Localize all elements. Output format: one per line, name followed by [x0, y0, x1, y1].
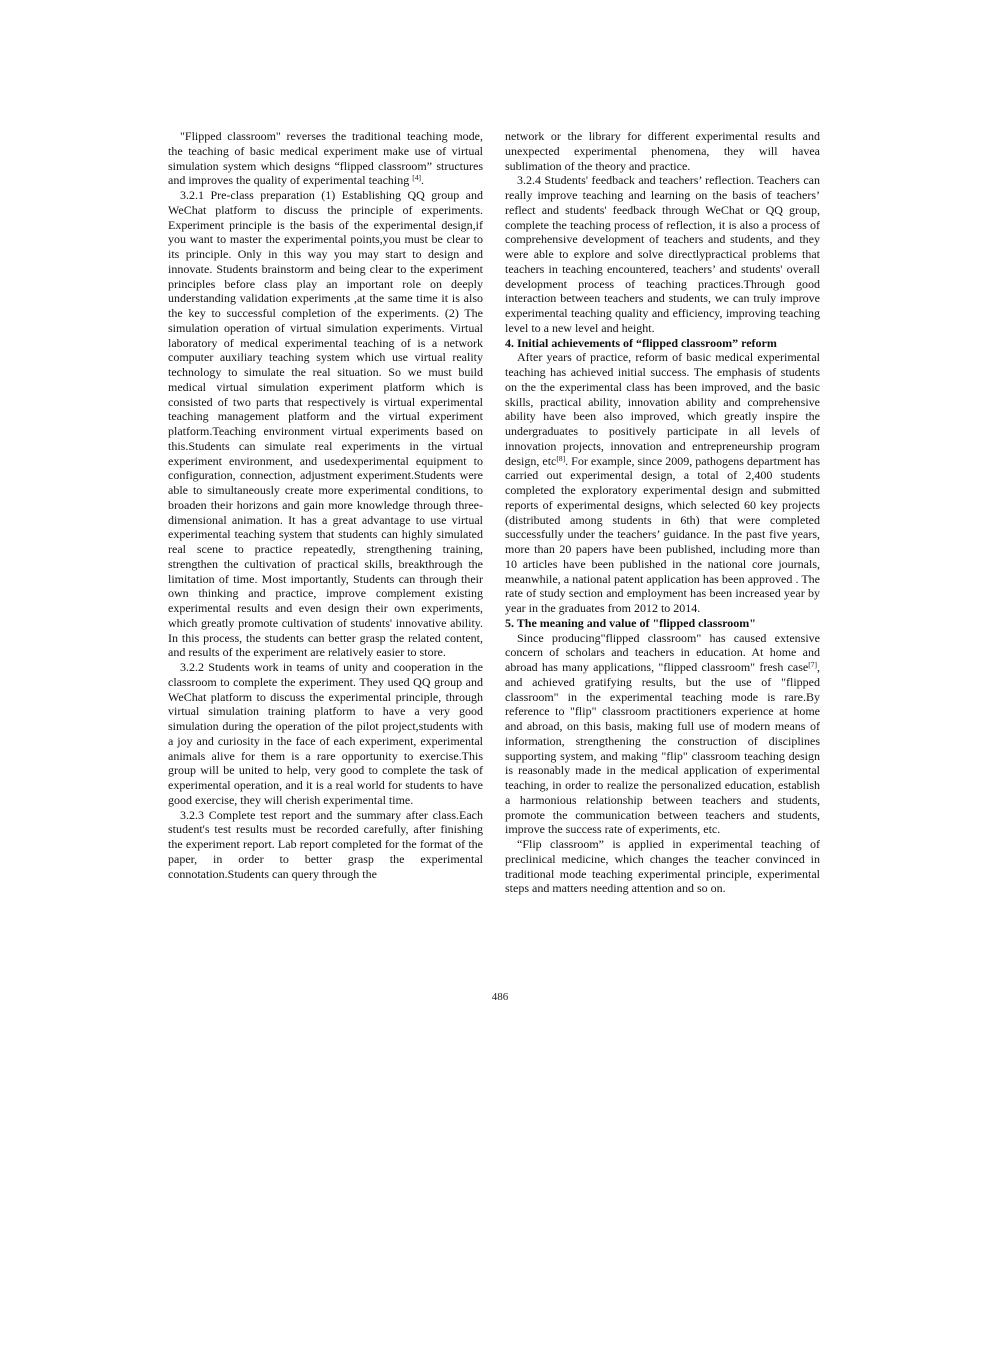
text: Since producing"flipped classroom" has caused extensive concern of scholars and teachers in education. At home and abroad has many applications, "flipped classroom" fresh case — [505, 630, 820, 674]
paragraph-initial-achievements — [505, 350, 820, 616]
text: After years of practice, reform of basic medical experimental teaching has achieved initial success. The emphasis of students on the the experimental class has been improved, and the basic skills, practical ability, innovation ability and comprehensive ability have been also improved, which greatly inspire the undergraduates to positively participate in all levels of innovation projects, innovation and entrepreneurship program design, etc — [505, 350, 820, 468]
right-column — [505, 129, 820, 896]
citation-ref: [8] — [556, 453, 566, 463]
left-column — [168, 129, 483, 881]
paragraph-flip-classroom: “Flip classroom” is applied in experimental teaching of preclinical medicine, which changes the teacher convinced in traditional mode teaching experimental principle, experimental steps and matters needing attention and so on. — [505, 837, 820, 896]
citation-ref: [7] — [808, 660, 817, 669]
citation-ref: [4] — [412, 173, 422, 183]
paragraph-3-2-2: 3.2.2 Students work in teams of unity and cooperation in the classroom to complete the experiment. They used QQ group and WeChat platform to discuss the experimental principle, through virtual simulation training platform to have a very good simulation during the operation of the pilot project,students with a joy and curiosity in the face of each experiment, experimental animals alive for them is a rare opportunity to exercise.This group will be united to help, very good to complete the task of experimental operation, and it is a real world for students to have good exercise, they will cherish experimental time. — [168, 660, 483, 807]
paragraph-continued: network or the library for different experimental results and unexpected experimental phenomena, they will havea sublimation of the theory and practice. — [505, 129, 820, 173]
paragraph-3-2-4: 3.2.4 Students' feedback and teachers’ reflection. Teachers can really improve teaching and learning on the basis of teachers’ reflect and students' feedback through WeChat or QQ group, complete the teaching process of reflection, it is also a process of comprehensive development of teachers and students, and they were able to explore and solve directlypractical problems that teachers in teaching encountered, teachers’ and students' overall development process of teaching practices.Through good interaction between teachers and students, we can truly improve experimental teaching quality and efficiency, improving teaching level to a new level and height. — [505, 173, 820, 335]
text: "Flipped classroom" reverses the traditional teaching mode, the teaching of basic medical experiment make use of virtual simulation system which designs “flipped classroom” structures and improves the quality of experimental teaching — [168, 129, 483, 188]
section-heading-4: 4. Initial achievements of “flipped classroom” reform — [505, 335, 777, 350]
text: . For example, since 2009, pathogens department has carried out experimental design, a total of 2,400 students completed the exploratory experimental design and submitted reports of experimental designs, which selected 60 key projects (distributed among students in 6th) that were completed successfully under the teachers’ guidance. In the past five years, more than 20 papers have been published, including more than 10 articles have been published in the national core journals, meanwhile, a national patent application has been approved . The rate of study section and employment has been increased year by year in the graduates from 2012 to 2014. — [505, 453, 820, 615]
section-heading-5: 5. The meaning and value of "flipped classroom" — [505, 615, 756, 630]
page-number: 486 — [491, 991, 509, 1003]
text: . — [421, 173, 425, 188]
text: , and achieved gratifying results, but the use of "flipped classroom" in the experimental teaching mode is rare.By reference to "flip" classroom practitioners experience at home and abroad, on this basis, making full use of modern means of information, strengthening the construction of disciplines supporting system, and making "flip" classroom teaching design is reasonably made in the medical application of experimental teaching, in order to realize the personalized education, establish a harmonious relationship between teachers and students, promote the communication between teachers and students, improve the success rate of experiments, etc. — [505, 660, 820, 837]
paragraph-3-2-1: 3.2.1 Pre-class preparation (1) Establishing QQ group and WeChat platform to discuss the principle of experiments. Experiment principle is the basis of the experimental design,if you want to master the experimental points,you must be clear to its principle. Only in this way you may start to design and innovate. Students brainstorm and being clear to the experiment principles before class play an important role on deeply understanding validation experiments ,at the same time it is also the key to successful completion of the experiments. (2) The simulation operation of virtual simulation experiments. Virtual laboratory of medical experimental teaching of is a network computer auxiliary teaching system which use virtual reality technology to simulate the real situation. So we must build medical virtual simulation experiment platform which is consisted of two parts that respectively is virtual experimental teaching management platform and the virtual experiment platform.Teaching environment virtual experiments based on this.Students can simulate real experiments in the virtual experiment environment, and usedexperimental equipment to configuration, connection, adjustment experiment.Students were able to simultaneously create more experimental conditions, to broaden their horizons and gain more knowledge through three-dimensional animation. It has a great advantage to use virtual experimental teaching system that students can highly simulated real scene to practice repeatedly, strengthening training, strengthen the cultivation of practical skills, breakthrough the limitation of time. Most importantly, Students can through their own thinking and practice, improve complement existing experimental results and even design their own experiments, which greatly promote cultivation of students' innovative ability. In this process, the students can better grasp the related content, and results of the experiment are relatively easier to store. — [168, 188, 483, 660]
paragraph-3-2-3: 3.2.3 Complete test report and the summary after class.Each student's test results must be recorded carefully, after finishing the experiment report. Lab report completed for the format of the paper, in order to better grasp the experimental connotation.Students can query through the — [168, 807, 483, 881]
paragraph-meaning-value — [505, 631, 820, 838]
paragraph-flipped-intro — [168, 129, 483, 188]
